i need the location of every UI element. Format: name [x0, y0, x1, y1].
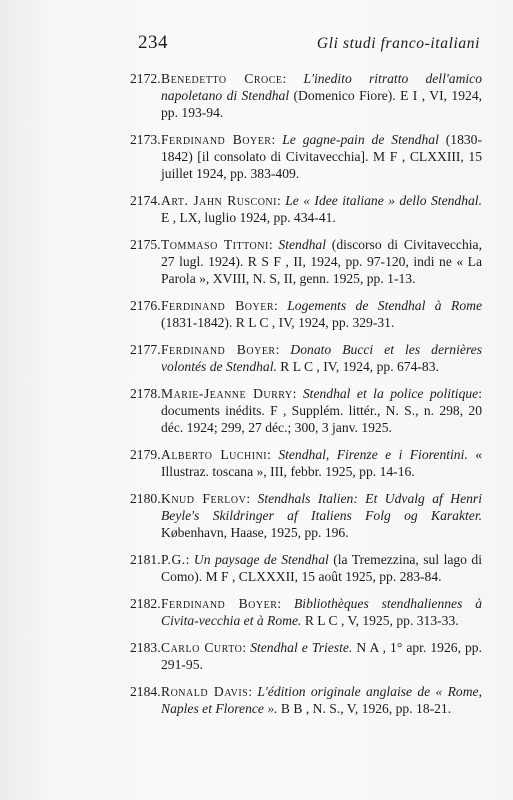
entry-author: Ferdinand Boyer [161, 298, 274, 313]
bibliography-entry [130, 341, 482, 375]
bibliography-entry [130, 70, 482, 121]
entry-separator: : [267, 447, 279, 462]
entry-author: Benedetto Croce [161, 71, 283, 86]
entry-author: Ferdinand Boyer [161, 342, 276, 357]
entry-details: (la Tremezzina, sul lago di Como). M F , CLXXXII, 15 août 1925, pp. 283-84. [161, 552, 482, 584]
entry-title: Donato Bucci et les dernières volontés de Stendhal. [161, 342, 482, 374]
entry-author: Ronald Davis [161, 684, 249, 699]
entry-details: N A , 1° apr. 1926, pp. 291-95. [161, 640, 483, 672]
entry-separator: : [292, 386, 303, 401]
page-header [138, 32, 478, 56]
entry-number: 2173. [130, 132, 161, 147]
entry-details: (1831-1842). R L C , IV, 1924, pp. 329-31. [161, 315, 395, 330]
bibliography-entry [130, 297, 482, 331]
entry-details: B B , N. S., V, 1926, pp. 18-21. [277, 701, 452, 716]
bibliography-list [130, 70, 482, 727]
bibliography-entry [130, 683, 482, 717]
entry-details: (1830-1842) [il consolato di Civitavecchia]. M F , CLXXIII, 15 juillet 1924, pp. 383-409. [161, 132, 482, 181]
entry-separator: : [276, 193, 286, 208]
entry-details: R L C , V, 1925, pp. 313-33. [301, 613, 459, 628]
entry-number: 2181. [130, 552, 161, 567]
entry-number: 2183. [130, 640, 161, 655]
entry-details: : documents inédits. F , Supplém. littér., N. S., n. 298, 20 déc. 1924; 299, 27 déc.; 300, 3 janv. 1925. [161, 386, 482, 435]
entry-number: 2174. [130, 193, 161, 208]
entry-details: R L C , IV, 1924, pp. 674-83. [276, 359, 439, 374]
entry-author: Tommaso Tittoni [161, 237, 269, 252]
entry-details: (Domenico Fiore). E I , VI, 1924, pp. 193-94. [161, 88, 483, 120]
bibliography-entry [130, 131, 482, 182]
entry-title: Stendhal [278, 237, 326, 252]
entry-separator: : [246, 491, 258, 506]
entry-author: Marie-Jeanne Durry [161, 386, 293, 401]
bibliography-entry [130, 446, 482, 480]
entry-separator: : [268, 237, 279, 252]
bibliography-entry [130, 192, 482, 226]
entry-number: 2175. [130, 237, 161, 252]
entry-title: Stendhal e Trieste. [250, 640, 353, 655]
entry-number: 2177. [130, 342, 161, 357]
entry-title: Un paysage de Stendhal [193, 552, 329, 567]
bibliography-entry [130, 236, 482, 287]
bibliography-entry [130, 639, 482, 673]
entry-title: Le « Idee italiane » dello Stendhal. [285, 193, 482, 208]
bibliography-entry [130, 595, 482, 629]
entry-separator: : [185, 552, 194, 567]
entry-number: 2176. [130, 298, 161, 313]
entry-author: Ferdinand Boyer [161, 132, 272, 147]
entry-number: 2180. [130, 491, 161, 506]
entry-details: København, Haase, 1925, pp. 196. [161, 525, 349, 540]
bibliography-entry [130, 551, 482, 585]
entry-details: (discorso di Civitavecchia, 27 lugl. 1924). R S F , II, 1924, pp. 97-120, indi ne « La Parola », XVIII, N. S, II, genn. 1925, pp. 1-13. [161, 237, 482, 286]
entry-number: 2179. [130, 447, 161, 462]
entry-title: Stendhals Italien: Et Udvalg af Henri Beyle's Skildringer af Italiens Folg og Karakter. [161, 491, 482, 523]
entry-author: Alberto Luchini [161, 447, 268, 462]
entry-separator: : [274, 298, 288, 313]
entry-author: Knud Ferlov [161, 491, 247, 506]
entry-title: Le gagne-pain de Stendhal [282, 132, 439, 147]
entry-title: Stendhal, Firenze e i Fiorentini. [278, 447, 468, 462]
entry-details: « Illustraz. toscana », III, febbr. 1925, pp. 14-16. [161, 447, 482, 479]
entry-author: Art. Jahn Rusconi [161, 193, 277, 208]
entry-number: 2178. [130, 386, 161, 401]
entry-title: Logements de Stendhal à Rome [287, 298, 482, 313]
bibliography-entry [130, 385, 482, 436]
entry-separator: : [271, 132, 283, 147]
entry-title: L'inedito ritratto dell'amico napoletano di Stendhal [161, 71, 482, 103]
entry-author: P.G. [161, 552, 186, 567]
entry-title: Stendhal et la police politique [302, 386, 479, 401]
entry-number: 2182. [130, 596, 161, 611]
entry-title: Bibliothèques stendhaliennes à Civita-vecchia et à Rome. [161, 596, 482, 628]
entry-details: E , LX, luglio 1924, pp. 434-41. [161, 210, 336, 225]
entry-title: L'édition originale anglaise de « Rome, Naples et Florence ». [161, 684, 482, 716]
page-number: 234 [138, 32, 168, 53]
entry-author: Ferdinand Boyer [161, 596, 278, 611]
running-title: Gli studi franco-italiani [316, 35, 480, 52]
entry-number: 2172. [130, 71, 161, 86]
entry-separator: : [248, 684, 258, 699]
entry-separator: : [242, 640, 251, 655]
entry-author: Carlo Curto [161, 640, 243, 655]
entry-separator: : [275, 342, 291, 357]
entry-separator: : [282, 71, 304, 86]
bibliography-entry [130, 490, 482, 541]
entry-separator: : [277, 596, 294, 611]
entry-number: 2184. [130, 684, 161, 699]
